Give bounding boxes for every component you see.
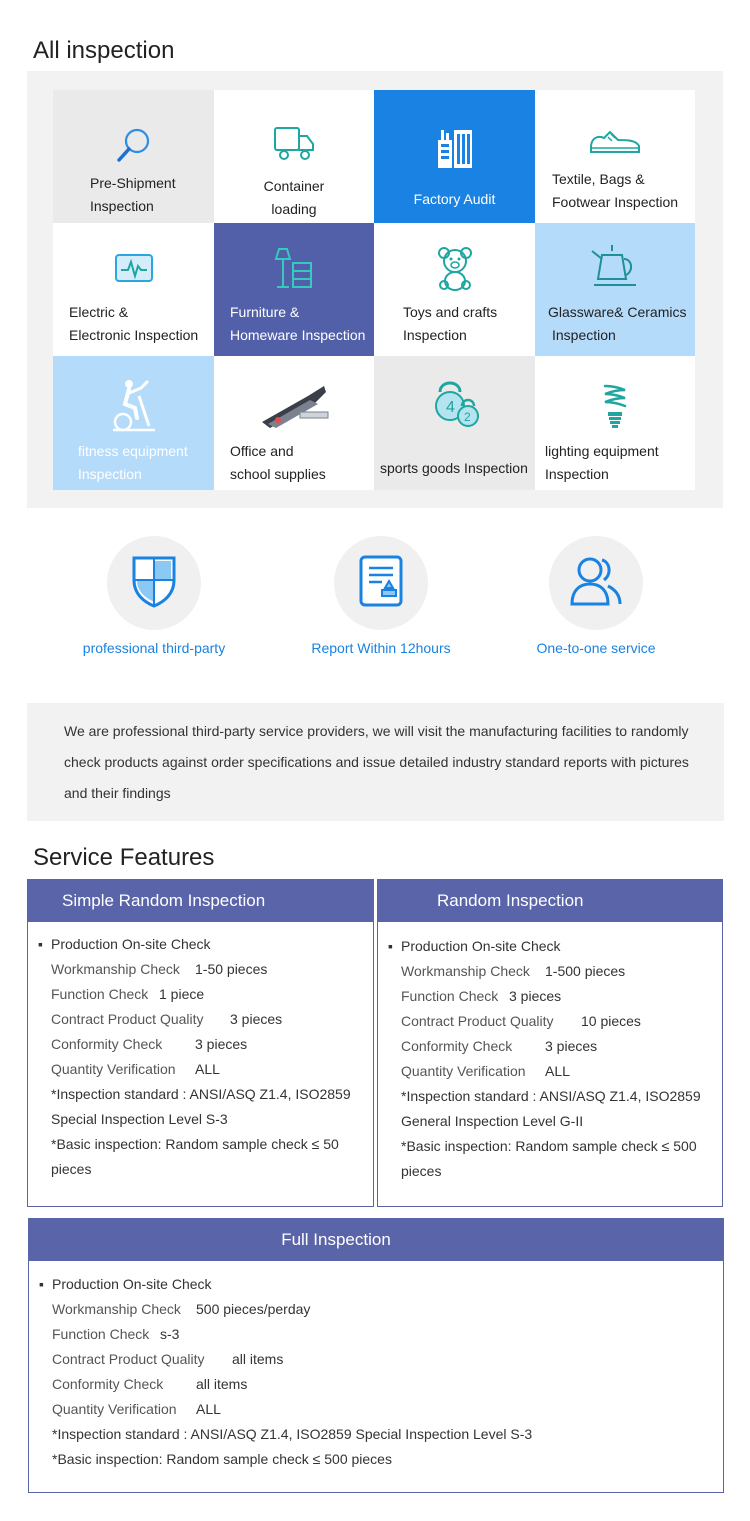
row-value: all items <box>196 1376 248 1392</box>
feature-label: One-to-one service <box>536 640 656 656</box>
users-icon <box>568 554 624 613</box>
basic-inspection: *Basic inspection: Random sample check ≤ 500 pieces <box>52 1451 392 1467</box>
row-value: ALL <box>195 1061 220 1077</box>
stapler-icon <box>258 382 330 430</box>
feature-circle <box>107 536 201 630</box>
card-full <box>28 1218 724 1493</box>
row-key: Conformity Check <box>401 1038 513 1054</box>
tile-fitness[interactable] <box>53 356 214 490</box>
feature-label: Report Within 12hours <box>311 640 451 656</box>
row-key: Conformity Check <box>51 1036 163 1052</box>
card-title: Simple Random Inspection <box>28 880 373 922</box>
tile-label-1: fitness equipment <box>78 443 188 459</box>
row-key: Workmanship Check <box>51 961 180 977</box>
inspection-standard: *Inspection standard : ANSI/ASQ Z1.4, ISO2859 Special Inspection Level S-3 <box>52 1426 533 1442</box>
teddy-bear-icon <box>435 245 475 291</box>
lamp-icon <box>273 247 315 289</box>
row-key: Quantity Verification <box>52 1401 177 1417</box>
row-value: s-3 <box>160 1326 180 1342</box>
shoe-icon <box>588 126 642 158</box>
basic-inspection: *Basic inspection: Random sample check ≤ 500 <box>401 1138 697 1154</box>
inspection-standard: *Inspection standard : ANSI/ASQ Z1.4, ISO2859 <box>51 1086 351 1102</box>
tile-label-2: Inspection <box>552 327 616 343</box>
feature-report <box>281 536 481 656</box>
row-key: Workmanship Check <box>401 963 530 979</box>
row-value: all items <box>232 1351 284 1367</box>
description-panel <box>27 703 724 821</box>
factory-icon <box>434 126 476 170</box>
tile-furniture[interactable] <box>214 223 374 356</box>
row-key: Contract Product Quality <box>401 1013 554 1029</box>
bullet-icon: ▪ <box>38 936 43 952</box>
bullet-icon: ▪ <box>39 1276 44 1292</box>
row-key: Function Check <box>51 986 149 1002</box>
tile-label-1: Electric & <box>69 304 129 320</box>
kettlebell-icon <box>430 378 480 430</box>
inspection-standard: *Inspection standard : ANSI/ASQ Z1.4, ISO2859 <box>401 1088 701 1104</box>
row-key: Function Check <box>52 1326 150 1342</box>
tile-label-2: Electronic Inspection <box>69 327 199 343</box>
row-value: 3 pieces <box>195 1036 248 1052</box>
inspection-grid <box>53 90 695 490</box>
row-value: 500 pieces/perday <box>196 1301 311 1317</box>
row-value: 1 piece <box>159 986 205 1002</box>
truck-icon <box>272 124 316 164</box>
basic-inspection-cont: pieces <box>401 1163 442 1179</box>
bullet-icon: ▪ <box>388 938 393 954</box>
row-key: Function Check <box>401 988 499 1004</box>
tile-pre-shipment[interactable] <box>53 90 214 223</box>
tile-label-2: Footwear Inspection <box>552 194 679 210</box>
tile-label-1: Furniture & <box>230 304 300 320</box>
tile-label-1: Textile, Bags & <box>552 171 645 187</box>
magnifier-icon <box>114 126 154 166</box>
all-inspection-title: All inspection <box>33 37 175 64</box>
tile-label-1: Toys and crafts <box>403 304 498 320</box>
row-value: 3 pieces <box>545 1038 598 1054</box>
row-value: 3 pieces <box>509 988 562 1004</box>
svg-text:4: 4 <box>445 399 455 416</box>
tile-factory-audit[interactable] <box>374 90 535 223</box>
basic-inspection-cont: pieces <box>51 1161 92 1177</box>
tile-label-1: Glassware& Ceramics <box>548 304 687 320</box>
tile-label-2: school supplies <box>230 466 326 482</box>
tile-glassware[interactable] <box>535 223 695 356</box>
inspection-level: Special Inspection Level S-3 <box>51 1111 228 1127</box>
row-value: 1-50 pieces <box>195 961 268 977</box>
row-value: ALL <box>196 1401 221 1417</box>
feature-one-to-one <box>496 536 696 656</box>
svg-text:2: 2 <box>463 410 471 424</box>
tile-textile-bags[interactable] <box>535 90 695 223</box>
inspection-grid-panel <box>27 71 723 508</box>
inspection-level: General Inspection Level G-II <box>401 1113 584 1129</box>
tile-label-1: lighting equipment <box>545 443 659 459</box>
basic-inspection: *Basic inspection: Random sample check ≤ 50 <box>51 1136 339 1152</box>
tile-label-1: Pre-Shipment <box>90 175 176 191</box>
row-key: Contract Product Quality <box>52 1351 205 1367</box>
card-simple-random <box>27 879 374 1207</box>
row-value: 1-500 pieces <box>545 963 626 979</box>
feature-circle <box>334 536 428 630</box>
row-value: 10 pieces <box>581 1013 641 1029</box>
tile-toys[interactable] <box>374 223 535 356</box>
bullet-label: Production On-site Check <box>401 938 561 954</box>
tile-electric[interactable] <box>53 223 214 356</box>
bulb-icon <box>599 382 631 430</box>
row-key: Conformity Check <box>52 1376 164 1392</box>
tile-label-2: Inspection <box>78 466 142 482</box>
tile-label-1: Office and <box>230 443 294 459</box>
service-features-title: Service Features <box>33 844 215 871</box>
monitor-icon <box>114 253 154 287</box>
tile-office[interactable] <box>214 356 374 490</box>
exercise-bike-icon <box>109 378 159 432</box>
tile-label-2: Inspection <box>403 327 467 343</box>
feature-label: professional third-party <box>82 640 226 656</box>
card-title: Random Inspection <box>378 880 722 922</box>
row-value: 3 pieces <box>230 1011 283 1027</box>
feature-professional <box>54 536 254 656</box>
tile-sports[interactable] <box>374 356 535 490</box>
tile-label-1: sports goods Inspection <box>380 460 528 476</box>
description-text: We are professional third-party service providers, we will visit the manufacturing facilities to randomly check products against order specifications and issue detailed industry standard reports with pictures and their findings <box>64 723 689 801</box>
row-key: Quantity Verification <box>401 1063 526 1079</box>
card-title: Full Inspection <box>29 1219 723 1261</box>
tile-label-1: Factory Audit <box>413 191 496 207</box>
bullet-label: Production On-site Check <box>51 936 211 952</box>
row-key: Contract Product Quality <box>51 1011 204 1027</box>
row-value: ALL <box>545 1063 570 1079</box>
row-key: Quantity Verification <box>51 1061 176 1077</box>
tile-label-2: Inspection <box>90 198 154 214</box>
kettle-icon <box>590 243 640 291</box>
feature-circle <box>549 536 643 630</box>
bullet-label: Production On-site Check <box>52 1276 212 1292</box>
shield-icon <box>130 554 178 613</box>
report-icon <box>358 554 404 613</box>
tile-label-2: Inspection <box>545 466 609 482</box>
card-random <box>377 879 723 1207</box>
tile-lighting[interactable] <box>535 356 695 490</box>
tile-container-loading[interactable] <box>214 90 374 223</box>
tile-label-1: Container loading <box>263 178 325 217</box>
tile-label-2: Homeware Inspection <box>230 327 366 343</box>
row-key: Workmanship Check <box>52 1301 181 1317</box>
